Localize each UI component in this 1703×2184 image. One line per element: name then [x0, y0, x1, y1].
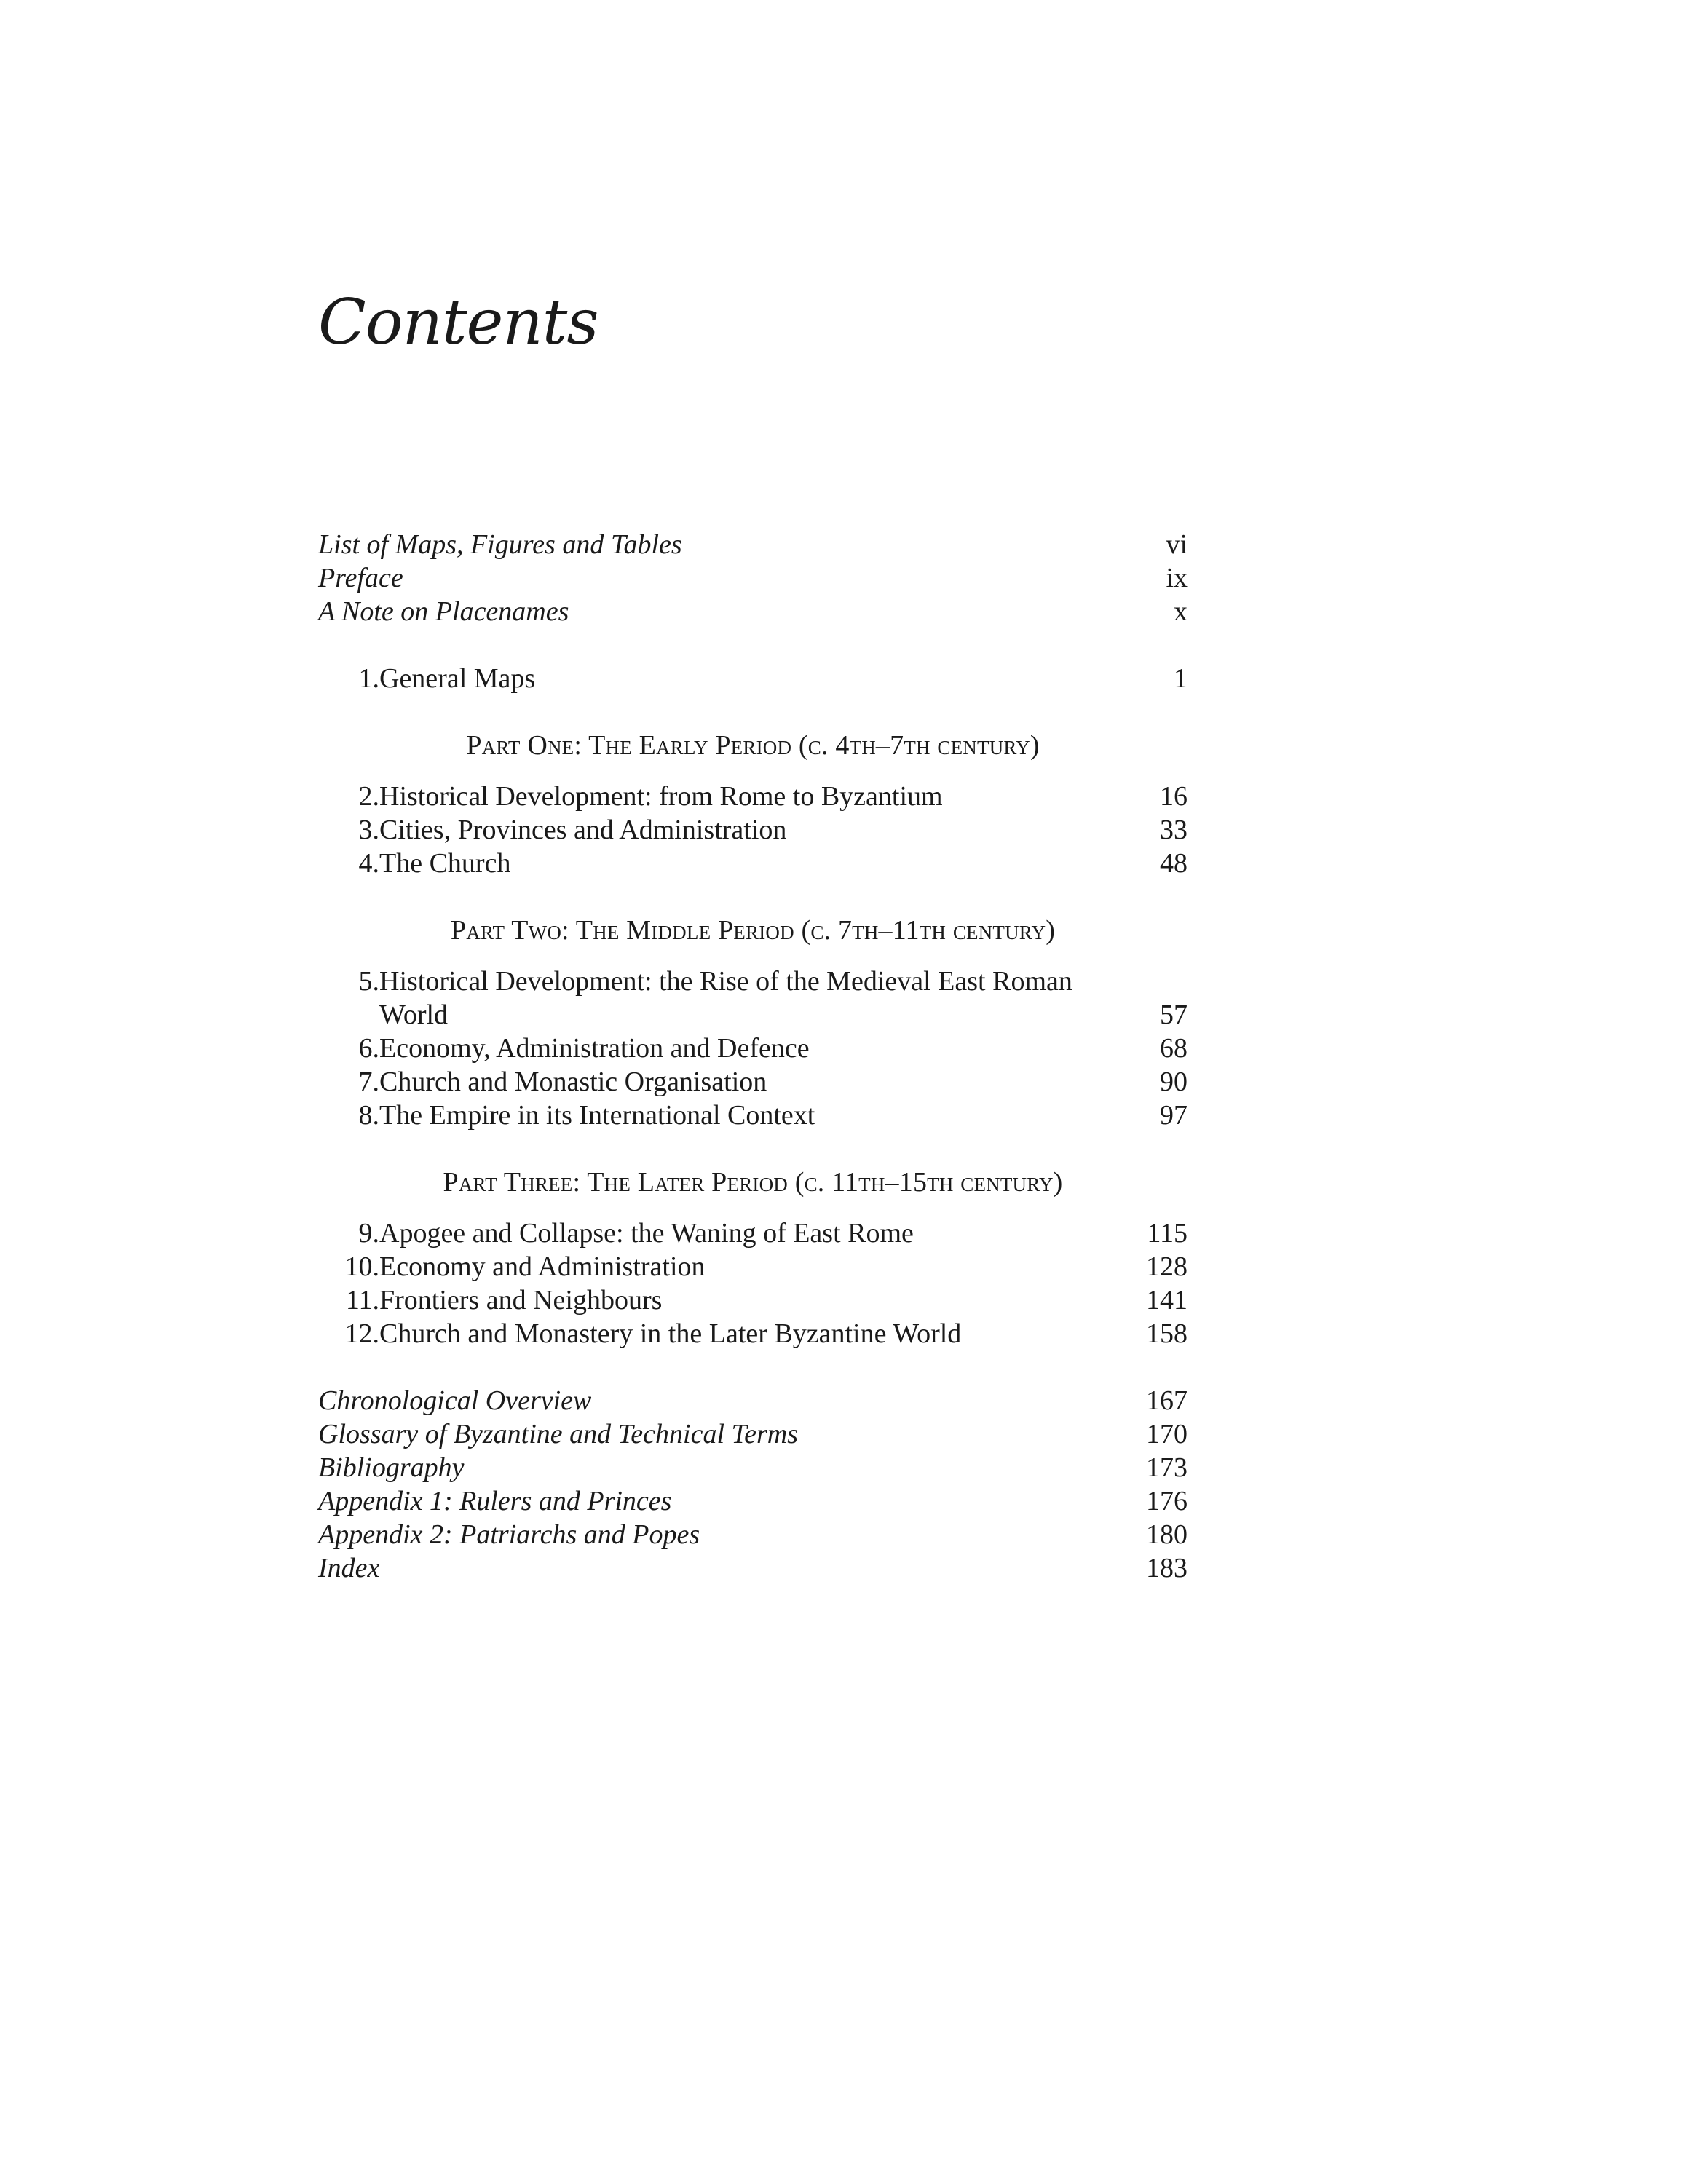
- chapter-number: 7.: [358, 1067, 379, 1097]
- chapter-page: 16: [1160, 781, 1188, 812]
- chapter-page: 128: [1146, 1251, 1188, 1282]
- toc-entry-chronological-overview[interactable]: [318, 1384, 1188, 1417]
- chapter-page: 68: [1160, 1033, 1188, 1064]
- chapter-page: 90: [1160, 1067, 1188, 1097]
- toc-entry-preface[interactable]: [318, 561, 1188, 595]
- chapter-number: 2.: [358, 781, 379, 812]
- toc-entry-page: 170: [1146, 1419, 1188, 1449]
- chapter-page: 115: [1147, 1218, 1188, 1249]
- toc-entry-page: x: [1174, 596, 1188, 627]
- toc-entry-title: Appendix 2: Patriarchs and Popes: [318, 1519, 700, 1550]
- toc-entry-page: 183: [1146, 1553, 1188, 1583]
- toc-entry-appendix-2[interactable]: [318, 1518, 1188, 1551]
- part-three-heading: Part Three: The Later Period (c. 11th–15th century): [443, 1167, 1063, 1198]
- chapter-page: 97: [1160, 1100, 1188, 1131]
- chapter-title: Cities, Provinces and Administration: [379, 815, 787, 845]
- chapter-title: Historical Development: from Rome to Byzantium: [379, 781, 943, 812]
- toc-chapter-3[interactable]: [318, 813, 1188, 847]
- chapter-page: 141: [1146, 1285, 1188, 1315]
- chapter-title: Frontiers and Neighbours: [379, 1285, 663, 1315]
- toc-entry-title: A Note on Placenames: [318, 596, 569, 627]
- page-title: Contents: [318, 286, 598, 359]
- toc-entry-glossary[interactable]: [318, 1417, 1188, 1451]
- toc-entry-note-on-placenames[interactable]: [318, 595, 1188, 628]
- chapter-page: 158: [1146, 1318, 1188, 1349]
- chapter-title: Church and Monastery in the Later Byzantine World: [379, 1318, 962, 1349]
- toc-chapter-2[interactable]: [318, 780, 1188, 813]
- table-of-contents: [318, 528, 1188, 1585]
- toc-chapter-11[interactable]: [318, 1283, 1188, 1317]
- chapter-number: 8.: [358, 1100, 379, 1131]
- toc-chapter-9[interactable]: [318, 1216, 1188, 1250]
- toc-chapter-8[interactable]: [318, 1099, 1188, 1132]
- chapter-page: 1: [1174, 663, 1188, 694]
- chapter-number: 6.: [358, 1033, 379, 1064]
- toc-entry-page: 176: [1146, 1486, 1188, 1516]
- chapter-page: 33: [1160, 815, 1188, 845]
- toc-entry-page: 180: [1146, 1519, 1188, 1550]
- toc-entry-title: Bibliography: [318, 1452, 465, 1483]
- toc-entry-page: 167: [1146, 1385, 1188, 1416]
- toc-chapter-7[interactable]: [318, 1065, 1188, 1099]
- toc-entry-title: List of Maps, Figures and Tables: [318, 529, 682, 560]
- chapter-number: 5.: [358, 966, 379, 997]
- toc-entry-title: Glossary of Byzantine and Technical Terms: [318, 1419, 799, 1449]
- toc-entry-page: 173: [1146, 1452, 1188, 1483]
- chapter-number: 4.: [358, 848, 379, 879]
- chapter-number: 1.: [358, 663, 379, 694]
- toc-chapter-6[interactable]: [318, 1032, 1188, 1065]
- chapter-title: Economy and Administration: [379, 1251, 706, 1282]
- chapter-title: Apogee and Collapse: the Waning of East Rome: [379, 1218, 914, 1249]
- toc-entry-bibliography[interactable]: [318, 1451, 1188, 1484]
- chapter-number: 3.: [358, 815, 379, 845]
- chapter-number: 11.: [345, 1285, 379, 1315]
- toc-entry-list-of-maps[interactable]: [318, 528, 1188, 561]
- chapter-title: The Empire in its International Context: [379, 1100, 815, 1131]
- toc-chapter-5[interactable]: [318, 965, 1188, 1032]
- toc-chapter-1[interactable]: [318, 662, 1188, 695]
- chapter-number: 9.: [358, 1218, 379, 1249]
- toc-chapter-10[interactable]: [318, 1250, 1188, 1283]
- chapter-title: The Church: [379, 848, 511, 879]
- toc-entry-title: Preface: [318, 563, 403, 593]
- toc-entry-title: Index: [318, 1553, 380, 1583]
- chapter-title: Economy, Administration and Defence: [379, 1033, 810, 1064]
- toc-chapter-12[interactable]: [318, 1317, 1188, 1350]
- toc-entry-page: vi: [1166, 529, 1188, 560]
- chapter-page: 48: [1160, 848, 1188, 879]
- toc-entry-title: Chronological Overview: [318, 1385, 592, 1416]
- chapter-title: General Maps: [379, 663, 536, 694]
- toc-entry-title: Appendix 1: Rulers and Princes: [318, 1486, 672, 1516]
- part-one-heading: Part One: The Early Period (c. 4th–7th century): [466, 730, 1040, 761]
- part-two-heading: Part Two: The Middle Period (c. 7th–11th century): [450, 915, 1056, 946]
- chapter-page: 57: [1160, 1000, 1188, 1030]
- toc-entry-appendix-1[interactable]: [318, 1484, 1188, 1518]
- chapter-number: 12.: [344, 1318, 379, 1349]
- toc-entry-index[interactable]: [318, 1551, 1188, 1585]
- toc-entry-page: ix: [1166, 563, 1188, 593]
- toc-chapter-4[interactable]: [318, 847, 1188, 880]
- chapter-title: Church and Monastic Organisation: [379, 1067, 767, 1097]
- chapter-number: 10.: [344, 1251, 379, 1282]
- chapter-title: Historical Development: the Rise of the Medieval East Roman World: [379, 966, 1072, 1030]
